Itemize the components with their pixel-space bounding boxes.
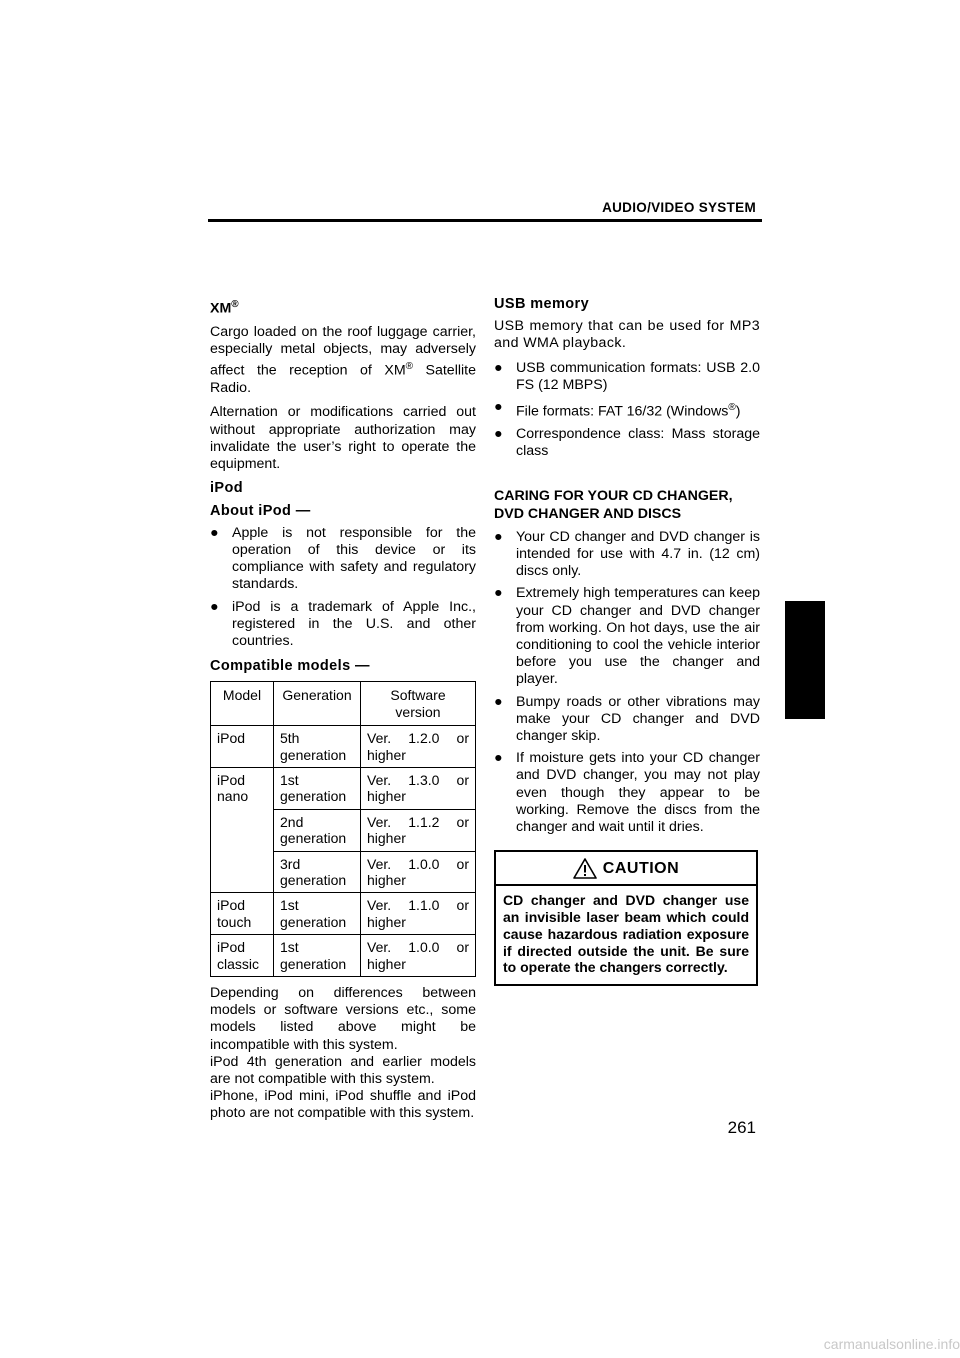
bullet-icon: ● xyxy=(494,528,503,545)
list-item: ● Apple is not responsible for the operation of this device or its compliance with safety and regulatory standards. xyxy=(210,524,476,593)
column-header-model: Model xyxy=(211,682,274,726)
about-ipod-heading: About iPod — xyxy=(210,502,311,519)
header-rule xyxy=(208,219,762,222)
cell-generation: 2nd generation xyxy=(274,809,361,851)
cell-software: Ver. 1.1.0 or higher xyxy=(361,893,476,935)
cell-model: iPod touch xyxy=(211,893,274,935)
table-row xyxy=(211,893,476,935)
note-1: Depending on differences between models or software versions etc., some models listed above might be incompatible with this system. xyxy=(210,985,476,1053)
cell-generation: 1st generation xyxy=(274,893,361,935)
usb-list xyxy=(494,360,760,461)
about-ipod-list xyxy=(210,525,476,650)
bullet-icon: ● xyxy=(494,693,503,710)
watermark: carmanualsonline.info xyxy=(823,1336,960,1352)
section-tab xyxy=(785,601,825,719)
cell-software: Ver. 1.0.0 or higher xyxy=(361,935,476,977)
usb-intro: USB memory that can be used for MP3 and WMA playback. xyxy=(494,318,760,352)
column-header-software: Software version xyxy=(361,682,476,726)
bullet-icon: ● xyxy=(494,750,503,767)
table-header-row xyxy=(211,682,476,726)
cell-software: Ver. 1.0.0 or higher xyxy=(361,851,476,893)
xm-paragraph-1: Cargo loaded on the roof luggage carrier, especially metal objects, may adversely affect the reception of XM® Satellite Radio. xyxy=(210,323,476,397)
cell-generation: 5th generation xyxy=(274,726,361,768)
page-number: 261 xyxy=(727,1118,756,1137)
cell-software: Ver. 1.2.0 or higher xyxy=(361,726,476,768)
bullet-icon: ● xyxy=(494,359,503,376)
cell-generation: 3rd generation xyxy=(274,851,361,893)
caring-heading: CARING FOR YOUR CD CHANGER, DVD CHANGER AND DISCS xyxy=(494,488,733,522)
compatibility-notes xyxy=(210,985,476,1123)
cell-generation: 1st generation xyxy=(274,767,361,809)
note-3: iPhone, iPod mini, iPod shuffle and iPod photo are not compatible with this system. xyxy=(210,1088,476,1122)
xm-paragraph-2: Alternation or modifications carried out without appropriate authorization may invalidate the user’s right to operate the equipment. xyxy=(210,404,476,473)
ipod-heading: iPod xyxy=(210,480,244,497)
list-item: ● Your CD changer and DVD changer is intended for use with 4.7 in. (12 cm) discs only. xyxy=(494,528,760,580)
caution-header xyxy=(496,852,756,886)
left-column xyxy=(210,296,476,1123)
bullet-icon: ● xyxy=(494,399,503,416)
note-2: iPod 4th generation and earlier models are not compatible with this system. xyxy=(210,1053,476,1088)
list-item: ● iPod is a trademark of Apple Inc., registered in the U.S. and other countries. xyxy=(210,598,476,649)
compatible-models-heading: Compatible models — xyxy=(210,658,370,675)
caution-label: CAUTION xyxy=(602,859,680,877)
list-item: ● Extremely high temperatures can keep your CD changer and DVD changer from working. On hot days, use the air conditioning to cool the vehicle interior before you use the changer and player. xyxy=(494,585,760,688)
cell-model: iPod classic xyxy=(211,935,274,977)
cell-generation: 1st generation xyxy=(274,935,361,977)
usb-memory-heading: USB memory xyxy=(494,296,590,312)
cell-model: iPod xyxy=(211,726,274,768)
bullet-icon: ● xyxy=(494,425,503,442)
caution-box xyxy=(494,850,758,986)
cell-model: iPod nano xyxy=(211,767,274,892)
list-item: ● If moisture gets into your CD changer and DVD changer, you may not play even though they appear to be working. Remove the discs from the changer and wait until it dries. xyxy=(494,750,760,836)
table-row xyxy=(211,726,476,768)
warning-triangle-icon xyxy=(573,858,597,879)
bullet-icon: ● xyxy=(494,585,503,602)
compatible-models-table xyxy=(210,681,476,977)
column-header-generation: Generation xyxy=(274,682,361,726)
bullet-icon: ● xyxy=(210,524,219,541)
registered-mark: ® xyxy=(231,299,239,310)
header-title: AUDIO/VIDEO SYSTEM xyxy=(602,200,756,215)
list-item: ● File formats: FAT 16/32 (Windows®) xyxy=(494,399,741,420)
cell-software: Ver. 1.1.2 or higher xyxy=(361,809,476,851)
table-row xyxy=(211,767,476,809)
caring-list xyxy=(494,529,760,836)
cell-software: Ver. 1.3.0 or higher xyxy=(361,767,476,809)
table-row xyxy=(211,935,476,977)
bullet-icon: ● xyxy=(210,598,219,615)
list-item: ● Correspondence class: Mass storage class xyxy=(494,425,760,460)
right-column xyxy=(494,296,760,986)
list-item: ● Bumpy roads or other vibrations may make your CD changer and DVD changer skip. xyxy=(494,693,760,744)
xm-heading: XM® xyxy=(210,299,239,317)
list-item: ● USB communication formats: USB 2.0 FS (12 MBPS) xyxy=(494,359,760,393)
caution-text: CD changer and DVD changer use an invisible laser beam which could cause hazardous radiation exposure if directed outside the unit. Be sure to operate the changers correctly. xyxy=(503,892,749,976)
